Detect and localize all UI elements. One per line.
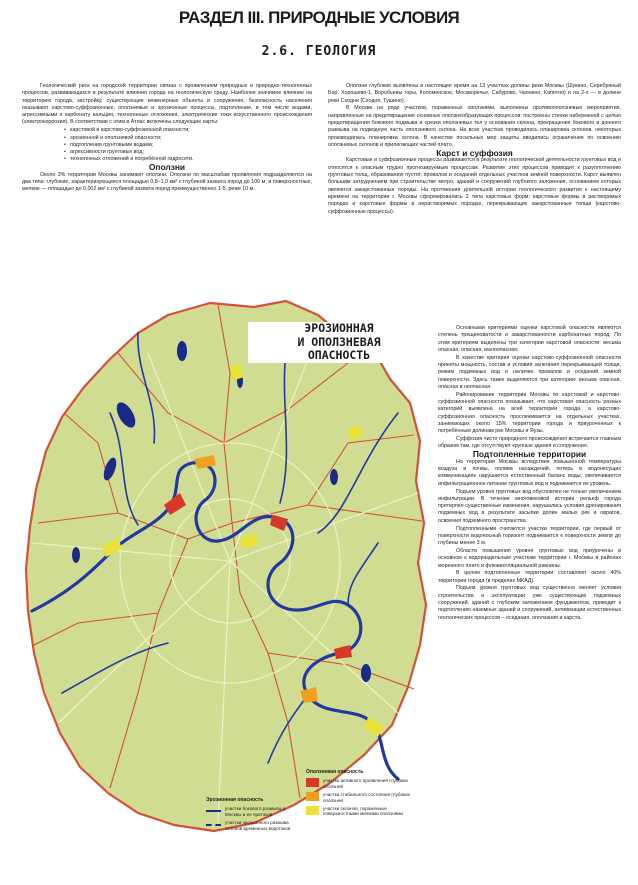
legend-item xyxy=(206,820,304,831)
legend-item xyxy=(306,778,424,789)
gully-erosion-line-symbol xyxy=(206,824,221,826)
surface-landslide-swatch xyxy=(306,806,319,815)
legend-erosion xyxy=(206,798,304,834)
flooding-paragraph: Подъем уровня грунтовых вод существенно меняет условия строительства и эксплуатации уже существующих подземных сооружений, зданий с глубоким заложением фундаментов, приводит к подтоплению наземных зданий и сооружений, активизации естественных геологических процессов – оседания, оползания и карста. xyxy=(438,585,621,621)
legend-title: Эрозионная опасность xyxy=(206,797,264,803)
map-title-line: ОПАСНОСТЬ xyxy=(307,348,371,362)
zoning-paragraph: Районирование территории Москвы по карстовой и карстово-суффозионной опасности показывает, что карстовая опасность разных категорий выявлена на всей территории города, а карстово-суффозионная опасность прослеживается на отдельных участках, занимающих около 15% территории города и приуроченных к погребённым долинам рек Москвы и Яузы. xyxy=(438,391,621,435)
active-landslide-swatch xyxy=(306,778,319,787)
section-title: РАЗДЕЛ III. ПРИРОДНЫЕ УСЛОВИЯ xyxy=(178,8,460,27)
map-title-line: И ОПОЛЗНЕВАЯ xyxy=(297,334,381,349)
list-item: • подтопления грунтовыми водами; xyxy=(70,142,312,149)
list-item: • агрессивности грунтовых вод; xyxy=(70,149,312,156)
list-item: • техногенных отложений и погребённой гидросети. xyxy=(70,156,312,163)
flooding-paragraph: В целом подтопленные территории составляют около 40% территории города (в пределах МКАД). xyxy=(438,570,621,584)
flooding-paragraph: Подъем уровня грунтовых вод обусловлен не только увеличением инфильтрации. В течение многовековой истории рельеф города претерпел существенные изменения, нарушались условия дренирования подземных вод в результате засыпки долин малых рек и оврагов, освоения подземного пространства. xyxy=(438,488,621,524)
right-text-column xyxy=(328,83,621,216)
flooding-paragraph: Подтопленными считаются участки территории, где первый от поверхности водоносный горизонт поднимается к поверхности земли до глубины менее 3 м. xyxy=(438,525,621,547)
karst-paragraph: Карстовые и суффозионные процессы развиваются в результате геологической деятельности грунтовых вод и относятся к опасным трудно прогнозируемым процессам. Развитие этих процессов приводит к разуплотнению грунтовых толщ, образованию пустот, провалов и оседаний отдельных участков земной поверхности. Карст выявлен большим затруднением при строительстве метро, зданий и сооружений глубокого заложения, основанием которых являются закарстованные породы. На протяжении длительной истории геологического развития к настоящему времени на территории г. Москвы сформировались 2 типа карстовых форм: карстовые формы в растворимых породах и карстовые формы в нерастворимых породах, перекрывающих закарстованные толщи (карстово-суффозионные процессы). xyxy=(328,157,621,215)
left-text-column xyxy=(22,83,312,194)
legend-label: участки эрозионного размыва склонов временных водотоков xyxy=(225,820,291,831)
legend-item xyxy=(206,806,304,817)
legend-item xyxy=(306,792,424,803)
flooding-paragraph: На территории Москвы вследствие повышенной температуры воздуха и почвы, полива насаждений, потерь в водонесущих коммуникациях нарушается естественный баланс воды, увеличивается инфильтрационное питание грунтовых вод и поднимается их уровень. xyxy=(438,458,621,487)
flooding-paragraph: Области повышения уровня грунтовых вод приурочены в основном к водораздельным участкам территории г. Москвы в районах моренного плато и флювиогляциальной равнины. xyxy=(438,547,621,569)
suffosion-paragraph: Суффозия чисто природного происхождения встречается главным образом там, где отсутствуют крупные здания и сооружения. xyxy=(438,435,621,450)
flooding-heading: Подтопленные территории xyxy=(472,449,587,460)
legend-label: участки бокового размыва р. Москвы и ее притоков xyxy=(225,806,287,817)
karst-criteria-paragraph: Основными критериями оценки карстовой опасности являются степень трещиноватости и закарстованности карбонатных пород. По этим критериям выделены три категории карстовой опасности: весьма опасная, опасная, малоопасная. xyxy=(438,325,621,353)
list-item: • карстовой и карстово-суффозионной опасности; xyxy=(70,127,312,134)
legend-label: участки активного проявления глубоких оползней xyxy=(323,778,408,789)
right-narrow-column xyxy=(438,325,621,622)
legend-label: участки стабильного состояния глубоких оползней xyxy=(323,792,410,803)
intro-paragraph: Геологический риск на городской территории связан с проявлением природных и природно-техногенных процессов, развивающихся в результате влияния города на геологическую среду. Наиболее значимое влияние на территорию города, застройку, существующие инженерные объекты и сооружения, безопасность населения оказывают карстово-суффозионные, оползневые и эрозионные процессы, подтопление, в том числе водами, агрессивными к карбонату кальция, техногенные отложения, электрические токи искусственного происхождения (электрокоррозия). В соответствии с этим в Атлас включены следующие карты: xyxy=(22,83,312,126)
legend-item xyxy=(306,806,424,817)
stable-landslide-swatch xyxy=(306,792,319,801)
legend-landslide xyxy=(306,770,424,820)
lateral-erosion-line-symbol xyxy=(206,810,221,812)
protection-paragraph: В Москве на ряде участков, пораженных оползнями, выполнены противооползневые мероприятия, направленные на предотвращение основных оползнеобразующих процессов: построены стенки набережной с целью предотвращения бокового подмыва и срезки оползневых тел у основания склона, прекращение бокового и донного размыва на подводную часть оползневого склона. На всех участках проводилась планировка склонов, некоторых производилась планировка склона. В качестве посильных мер защиты вводились ограничения по освоению оползневых склонов и прилегающих частей плато. xyxy=(328,105,621,148)
map-title-line: ЭРОЗИОННАЯ xyxy=(304,321,374,335)
legend-title: Оползневая опасность xyxy=(306,769,364,775)
landslides-heading: Оползни xyxy=(148,161,186,172)
maps-list xyxy=(22,127,312,163)
legend-label: участки склонов, пораженные поверхностными мелкими оползнями xyxy=(323,806,403,817)
karst-heading: Карст и суффозия xyxy=(436,147,513,158)
map-title xyxy=(248,322,430,363)
list-item: • эрозионной и оползневой опасности; xyxy=(70,135,312,142)
karst-suffosion-paragraph: В качестве критерия оценки карстово-суффозионной опасности приняты мощность, состав и условия залегания перекрывающей толщи, режим подземных вод и наличие провалов и оседаний земной поверхности. Здесь также выделяются три категории: весьма опасная, опасная и неопасная. xyxy=(438,354,621,390)
subsection-title: 2.6. ГЕОЛОГИЯ xyxy=(261,44,377,59)
deep-landslides-paragraph: Оползни глубокие выявлены в настоящее время на 13 участках долины реки Москвы (Шукино, Серебряный Бор, Хорошево-1, Воробьевы горы, Коломенское, Москворечье, Сабурово, Чапнино, Капотня) и на 2-х — в долине реки Сходни (Сходня, Тушино). xyxy=(328,83,621,104)
city-territory xyxy=(26,301,426,831)
landslides-paragraph: Около 3% территории Москвы занимают оползни. Оползни по масштабам проявления подразделяются на два типа: глубокие, характеризующиеся площадью 0,8–1,0 км² с глубиной захвата пород до 100 м, и поверхностные, мелкие — площадью до 0,002 км² с глубиной захвата пород преимущественно 1-5, реже 10 м. xyxy=(22,171,312,193)
